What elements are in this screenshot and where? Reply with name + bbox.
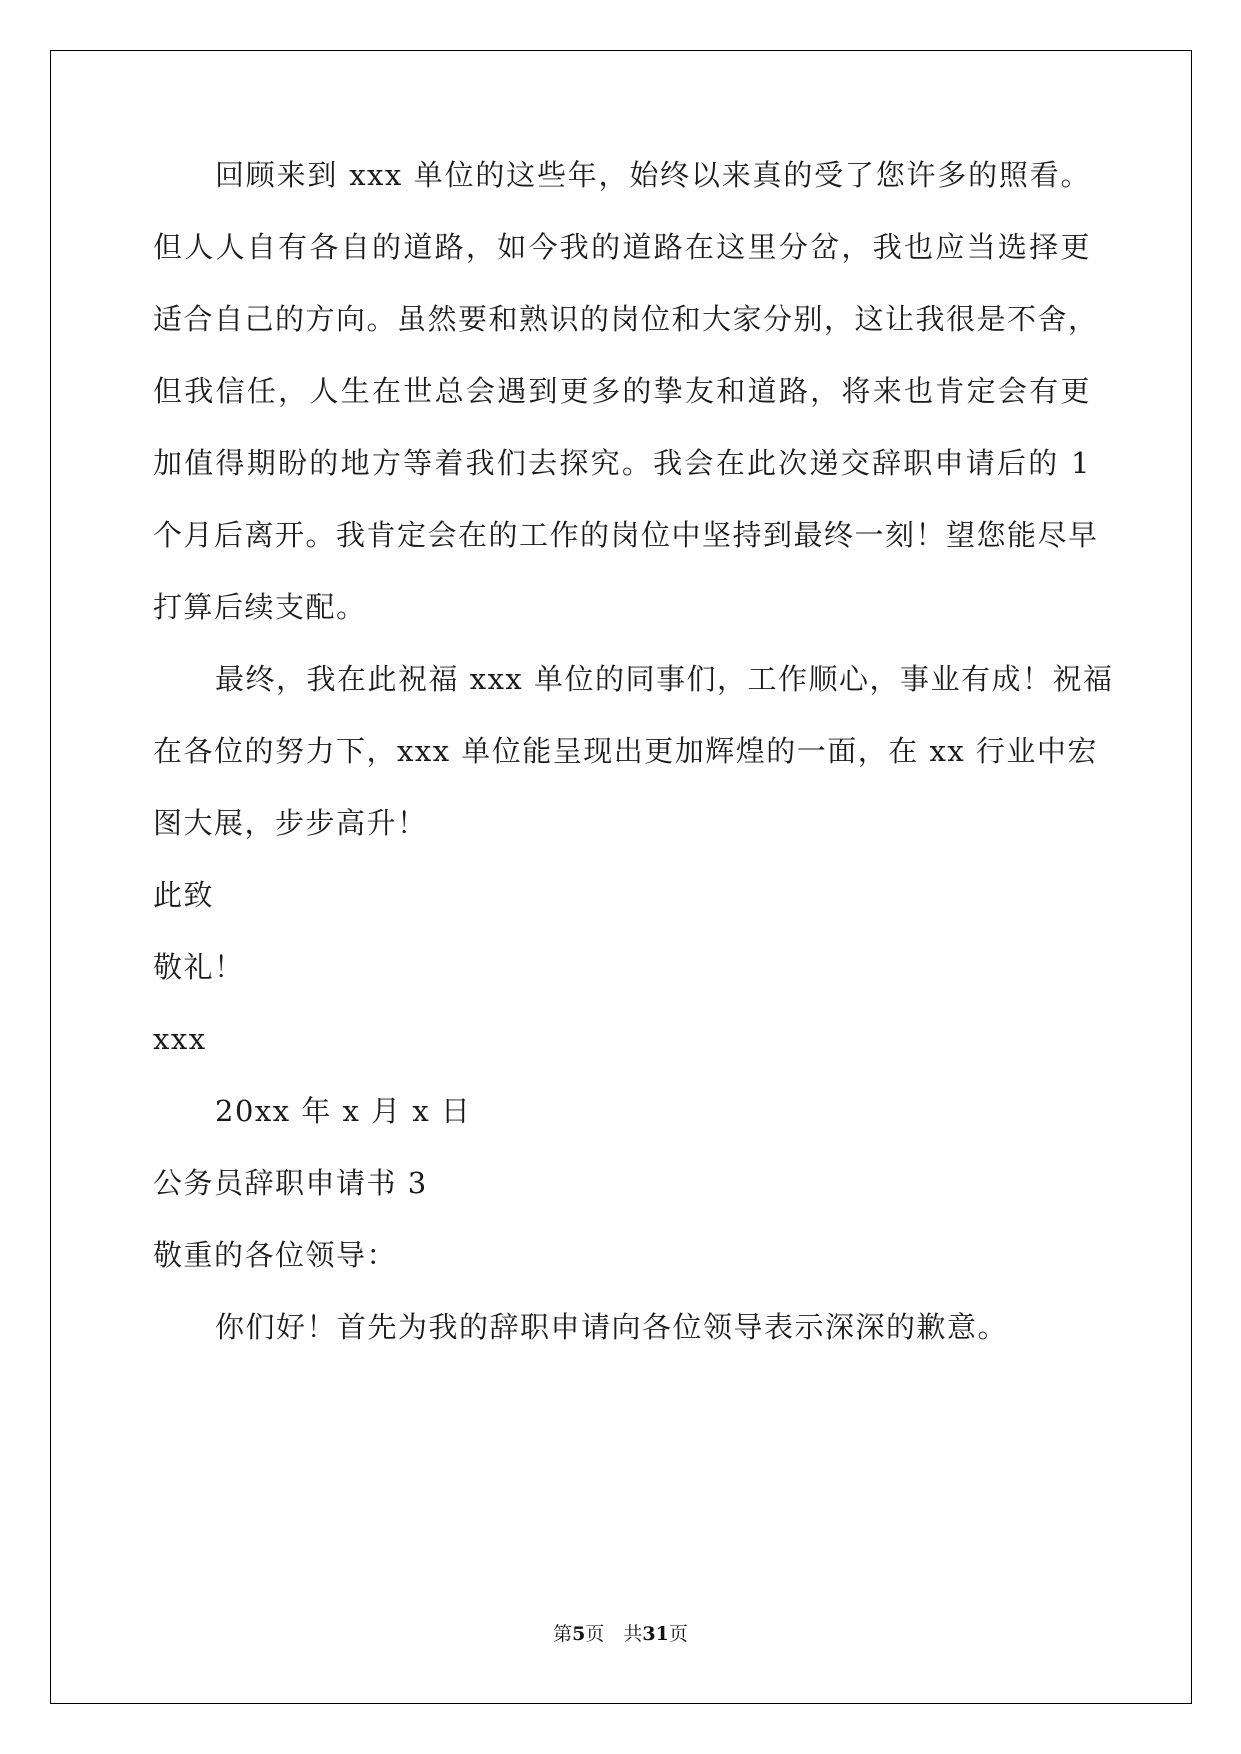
signature-date: 20xx 年 x 月 x 日	[215, 1094, 472, 1128]
paragraph-line: 你们好！首先为我的辞职申请向各位领导表示深深的歉意。	[215, 1310, 1009, 1344]
footer-page-mid: 页 共	[585, 1623, 643, 1645]
paragraph-line: 适合自己的方向。虽然要和熟识的岗位和大家分别，这让我很是不舍，	[153, 302, 1099, 336]
paragraph-line: 加值得期盼的地方等着我们去探究。我会在此次递交辞职申请后的 1	[153, 446, 1091, 480]
paragraph-line: 打算后续支配。	[153, 590, 367, 624]
paragraph-line: 最终，我在此祝福 xxx 单位的同事们，工作顺心，事业有成！祝福	[215, 662, 1114, 696]
signature-name: xxx	[153, 1022, 207, 1056]
paragraph-line: 但我信任，人生在世总会遇到更多的挚友和道路，将来也肯定会有更	[153, 374, 1091, 408]
paragraph-line: 但人人自有各自的道路，如今我的道路在这里分岔，我也应当选择更	[153, 230, 1091, 264]
section-title: 公务员辞职申请书 3	[153, 1166, 428, 1200]
letter-greeting: 敬重的各位领导：	[153, 1238, 398, 1272]
footer-page-suffix: 页	[668, 1623, 688, 1645]
paragraph-line: 在各位的努力下，xxx 单位能呈现出更加辉煌的一面，在 xx 行业中宏	[153, 734, 1098, 768]
footer-page-prefix: 第	[553, 1623, 573, 1645]
footer-total-pages: 31	[642, 1623, 669, 1645]
paragraph-line: 回顾来到 xxx 单位的这些年，始终以来真的受了您许多的照看。	[215, 158, 1091, 192]
paragraph-line: 个月后离开。我肯定会在的工作的岗位中坚持到最终一刻！望您能尽早	[153, 518, 1099, 552]
closing-salutation: 此致	[153, 878, 215, 912]
paragraph-line: 图大展，步步高升！	[153, 806, 428, 840]
page-footer	[0, 1622, 1241, 1646]
footer-current-page: 5	[572, 1623, 586, 1645]
closing-regards: 敬礼！	[153, 950, 245, 984]
